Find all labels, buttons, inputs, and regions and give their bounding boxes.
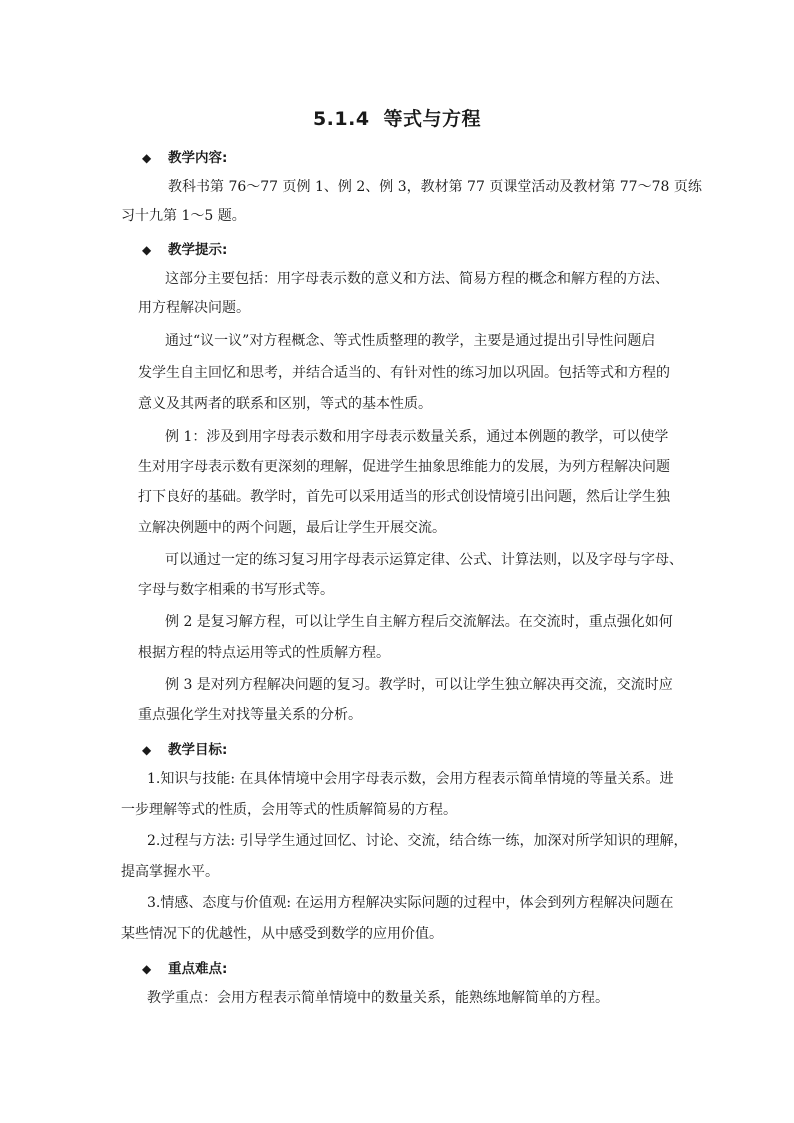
- paragraph-line: 例 1：涉及到用字母表示数和用字母表示数量关系，通过本例题的教学，可以使学: [165, 429, 669, 445]
- diamond-bullet-icon: ◆: [142, 962, 152, 976]
- paragraph-line: 重点强化学生对找等量关系的分析。: [138, 707, 362, 723]
- paragraph-line: 发学生自主回忆和思考，并结合适当的、有针对性的练习加以巩固。包括等式和方程的: [138, 365, 670, 381]
- heading-hints: ◆ 教学提示:: [142, 242, 228, 258]
- heading-content: ◆ 教学内容:: [142, 150, 228, 166]
- paragraph-line: 例 2 是复习解方程，可以让学生自主解方程后交流解法。在交流时，重点强化如何: [165, 614, 673, 630]
- paragraph-line: 意义及其两者的联系和区别，等式的基本性质。: [138, 396, 432, 412]
- paragraph-line: 用方程解决问题。: [138, 300, 250, 316]
- paragraph-line: 一步理解等式的性质，会用等式的性质解简易的方程。: [121, 802, 457, 818]
- paragraph-line: 1.知识与技能: 在具体情境中会用字母表示数，会用方程表示简单情境的等量关系。进: [147, 771, 674, 787]
- paragraph-line: 某些情况下的优越性，从中感受到数学的应用价值。: [121, 926, 443, 942]
- title-text: 等式与方程: [383, 108, 482, 130]
- page-title: [0, 104, 794, 131]
- paragraph-line: 例 3 是对列方程解决问题的复习。教学时，可以让学生独立解决再交流，交流时应: [165, 677, 673, 693]
- diamond-bullet-icon: ◆: [142, 743, 152, 757]
- diamond-bullet-icon: ◆: [142, 243, 152, 257]
- paragraph-line: 通过“议一议”对方程概念、等式性质整理的教学，主要是通过提出引导性问题启: [165, 333, 656, 349]
- paragraph-line: 打下良好的基础。教学时，首先可以采用适当的形式创设情境引出问题，然后让学生独: [138, 489, 670, 505]
- paragraph-line: 根据方程的特点运用等式的性质解方程。: [138, 645, 390, 661]
- paragraph-line: 教科书第 76～77 页例 1、例 2、例 3，教材第 77 页课堂活动及教材第 77～78 页练: [168, 179, 702, 195]
- paragraph-line: 可以通过一定的练习复习用字母表示运算定律、公式、计算法则，以及字母与字母、: [165, 552, 683, 568]
- diamond-bullet-icon: ◆: [142, 151, 152, 165]
- paragraph-line: 字母与数字相乘的书写形式等。: [138, 582, 334, 598]
- paragraph-line: 习十九第 1～5 题。: [121, 208, 246, 224]
- heading-goals: ◆ 教学目标:: [142, 742, 228, 758]
- paragraph-line: 教学重点：会用方程表示简单情境中的数量关系，能熟练地解简单的方程。: [147, 990, 609, 1006]
- paragraph-line: 3.情感、态度与价值观: 在运用方程解决实际问题的过程中，体会到列方程解决问题在: [147, 895, 674, 911]
- section-number: 5.1.4: [312, 108, 370, 130]
- paragraph-line: 立解决例题中的两个问题，最后让学生开展交流。: [138, 520, 446, 536]
- paragraph-line: 2.过程与方法: 引导学生通过回忆、讨论、交流，结合练一练，加深对所学知识的理解，: [147, 833, 688, 849]
- paragraph-line: 这部分主要包括：用字母表示数的意义和方法、简易方程的概念和解方程的方法、: [165, 271, 669, 287]
- paragraph-line: 提高掌握水平。: [121, 864, 219, 880]
- paragraph-line: 生对用字母表示数有更深刻的理解，促进学生抽象思维能力的发展，为列方程解决问题: [138, 459, 670, 475]
- heading-key-points: ◆ 重点难点:: [142, 961, 228, 977]
